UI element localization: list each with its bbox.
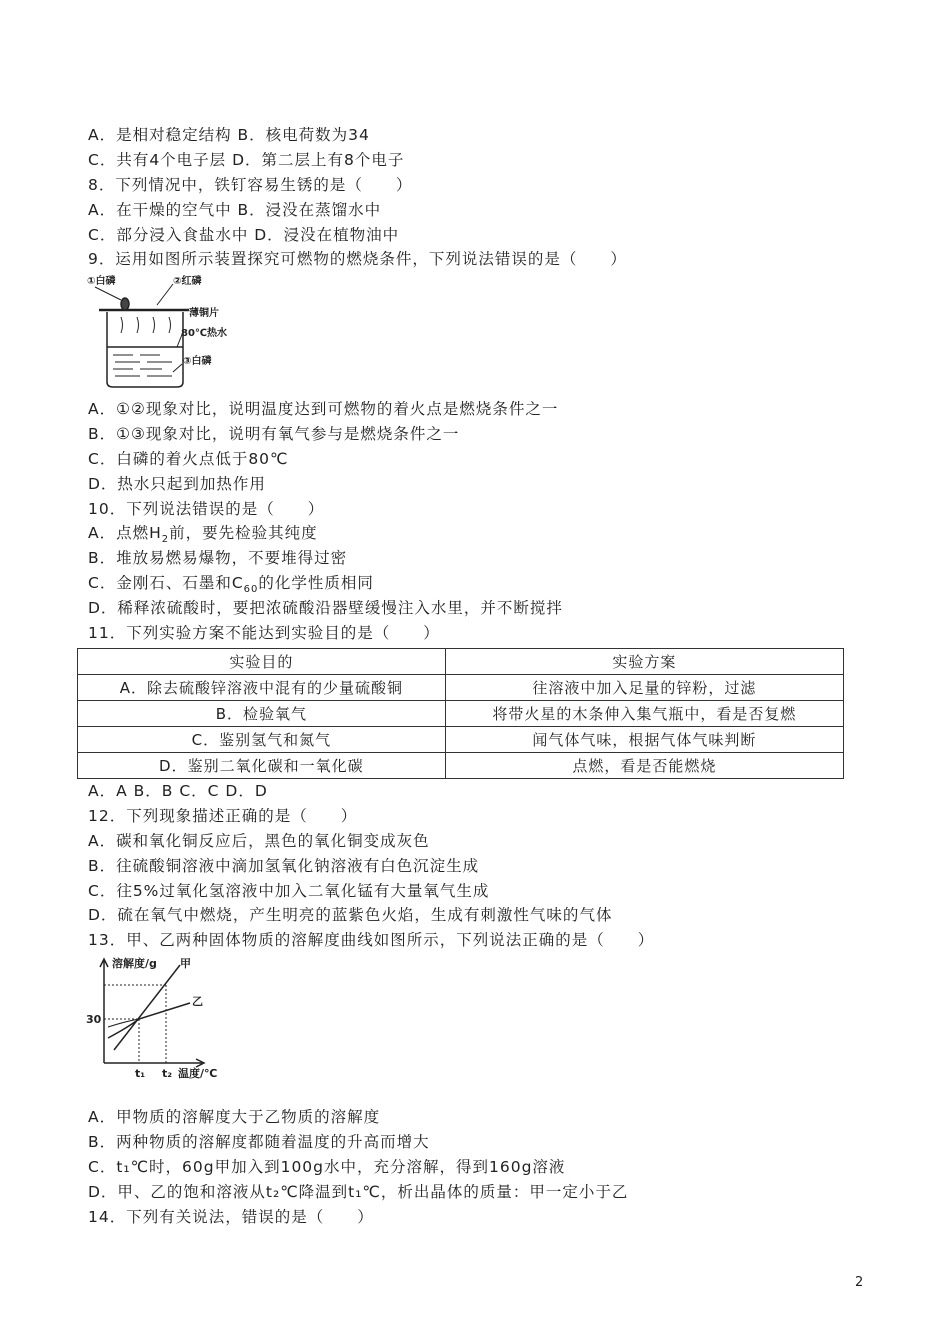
x-tick-t2: t₂: [162, 1067, 173, 1080]
y-axis-label: 溶解度/g: [112, 957, 157, 970]
cell: 将带火星的木条伸入集气瓶中，看是否复燃: [445, 701, 843, 727]
text-line: A．甲物质的溶解度大于乙物质的溶解度: [88, 1108, 381, 1126]
text-line: C．部分浸入食盐水中 D．浸没在植物油中: [88, 225, 400, 244]
solubility-curve-figure: [82, 953, 242, 1103]
t: 的化学性质相同: [258, 574, 374, 593]
label-hot-water: 80℃热水: [181, 328, 228, 339]
text-line: [88, 571, 563, 596]
subscript: 2: [161, 534, 170, 546]
text-line: D．热水只起到加热作用: [88, 474, 266, 493]
t: C．金刚石、石墨和C: [88, 574, 244, 593]
page-number: 2: [855, 1275, 864, 1290]
text-line: C．白磷的着火点低于80℃: [88, 449, 289, 468]
questions-7-9: [88, 123, 627, 272]
table-header: [78, 649, 844, 675]
text-line: A．A B．B C．C D．D: [88, 782, 268, 800]
text-line: B．两种物质的溶解度都随着温度的升高而增大: [88, 1132, 430, 1151]
text-line: C．共有4个电子层 D．第二层上有8个电子: [88, 150, 405, 169]
question-13: 13．甲、乙两种固体物质的溶解度曲线如图所示，下列说法正确的是（ ）: [88, 931, 655, 950]
table-row: [78, 753, 844, 779]
label-red-phosphorus: ②红磷: [173, 276, 202, 287]
question-9: 9．运用如图所示装置探究可燃物的燃烧条件，下列说法错误的是（ ）: [88, 250, 627, 269]
text-line: D．硫在氧气中燃烧，产生明亮的蓝紫色火焰，生成有刺激性气味的气体: [88, 906, 613, 925]
header-cell: 实验方案: [445, 649, 843, 675]
x-axis-label: 温度/℃: [178, 1067, 218, 1080]
label-white-phosphorus-1: ①白磷: [87, 276, 116, 287]
t: A．点燃H: [88, 524, 162, 543]
table-row: [78, 727, 844, 753]
subscript: 60: [243, 584, 259, 596]
y-tick-30: 30: [86, 1013, 102, 1026]
cell: 往溶液中加入足量的锌粉，过滤: [445, 675, 843, 701]
table-row: [78, 675, 844, 701]
question-11: 11．下列实验方案不能达到实验目的是（ ）: [88, 624, 440, 643]
question-13-options: [88, 1105, 628, 1229]
cell: A．除去硫酸锌溶液中混有的少量硫酸铜: [78, 675, 446, 701]
cell: D．鉴别二氧化碳和一氧化碳: [78, 753, 446, 779]
text-line: C．往5%过氧化氢溶液中加入二氧化锰有大量氧气生成: [88, 881, 490, 900]
text-line: D．甲、乙的饱和溶液从t₂℃降温到t₁℃，析出晶体的质量：甲一定小于乙: [88, 1182, 629, 1201]
text-line: D．稀释浓硫酸时，要把浓硫酸沿器壁缓慢注入水里，并不断搅拌: [88, 599, 563, 618]
question-8: 8．下列情况中，铁钉容易生锈的是（ ）: [88, 175, 413, 194]
table-row: [78, 701, 844, 727]
combustion-apparatus-figure: [85, 272, 265, 394]
text-line: C．t₁℃时，60g甲加入到100g水中，充分溶解，得到160g溶液: [88, 1157, 566, 1176]
question-12: 12．下列现象描述正确的是（ ）: [88, 806, 358, 825]
question-10: 10．下列说法错误的是（ ）: [88, 499, 325, 518]
cell: 点燃，看是否能燃烧: [445, 753, 843, 779]
label-white-phosphorus-3: ③白磷: [183, 356, 212, 367]
questions-11-13: [88, 779, 654, 953]
text-line: [88, 521, 563, 546]
question-14: 14．下列有关说法，错误的是（ ）: [88, 1207, 374, 1226]
text-line: A．在干燥的空气中 B．浸没在蒸馏水中: [88, 200, 382, 219]
x-tick-t1: t₁: [135, 1067, 146, 1080]
series-yi-label: 乙: [192, 995, 203, 1008]
cell: C．鉴别氢气和氮气: [78, 727, 446, 753]
series-jia-label: 甲: [180, 957, 191, 970]
label-copper-sheet: 薄铜片: [189, 308, 219, 319]
text-line: A．是相对稳定结构 B．核电荷数为34: [88, 126, 370, 144]
text-line: B．堆放易燃易爆物，不要堆得过密: [88, 549, 348, 568]
text-line: A．①②现象对比，说明温度达到可燃物的着火点是燃烧条件之一: [88, 400, 559, 418]
text-line: B．①③现象对比，说明有氧气参与是燃烧条件之一: [88, 424, 460, 443]
header-cell: 实验目的: [78, 649, 446, 675]
cell: B．检验氧气: [78, 701, 446, 727]
text-line: B．往硫酸铜溶液中滴加氢氧化钠溶液有白色沉淀生成: [88, 856, 480, 875]
cell: 闻气体气味，根据气体气味判断: [445, 727, 843, 753]
t: 前，要先检验其纯度: [169, 524, 318, 543]
experiment-table: [77, 648, 844, 779]
question-9-options: [88, 397, 563, 646]
text-line: A．碳和氧化铜反应后，黑色的氧化铜变成灰色: [88, 831, 430, 850]
